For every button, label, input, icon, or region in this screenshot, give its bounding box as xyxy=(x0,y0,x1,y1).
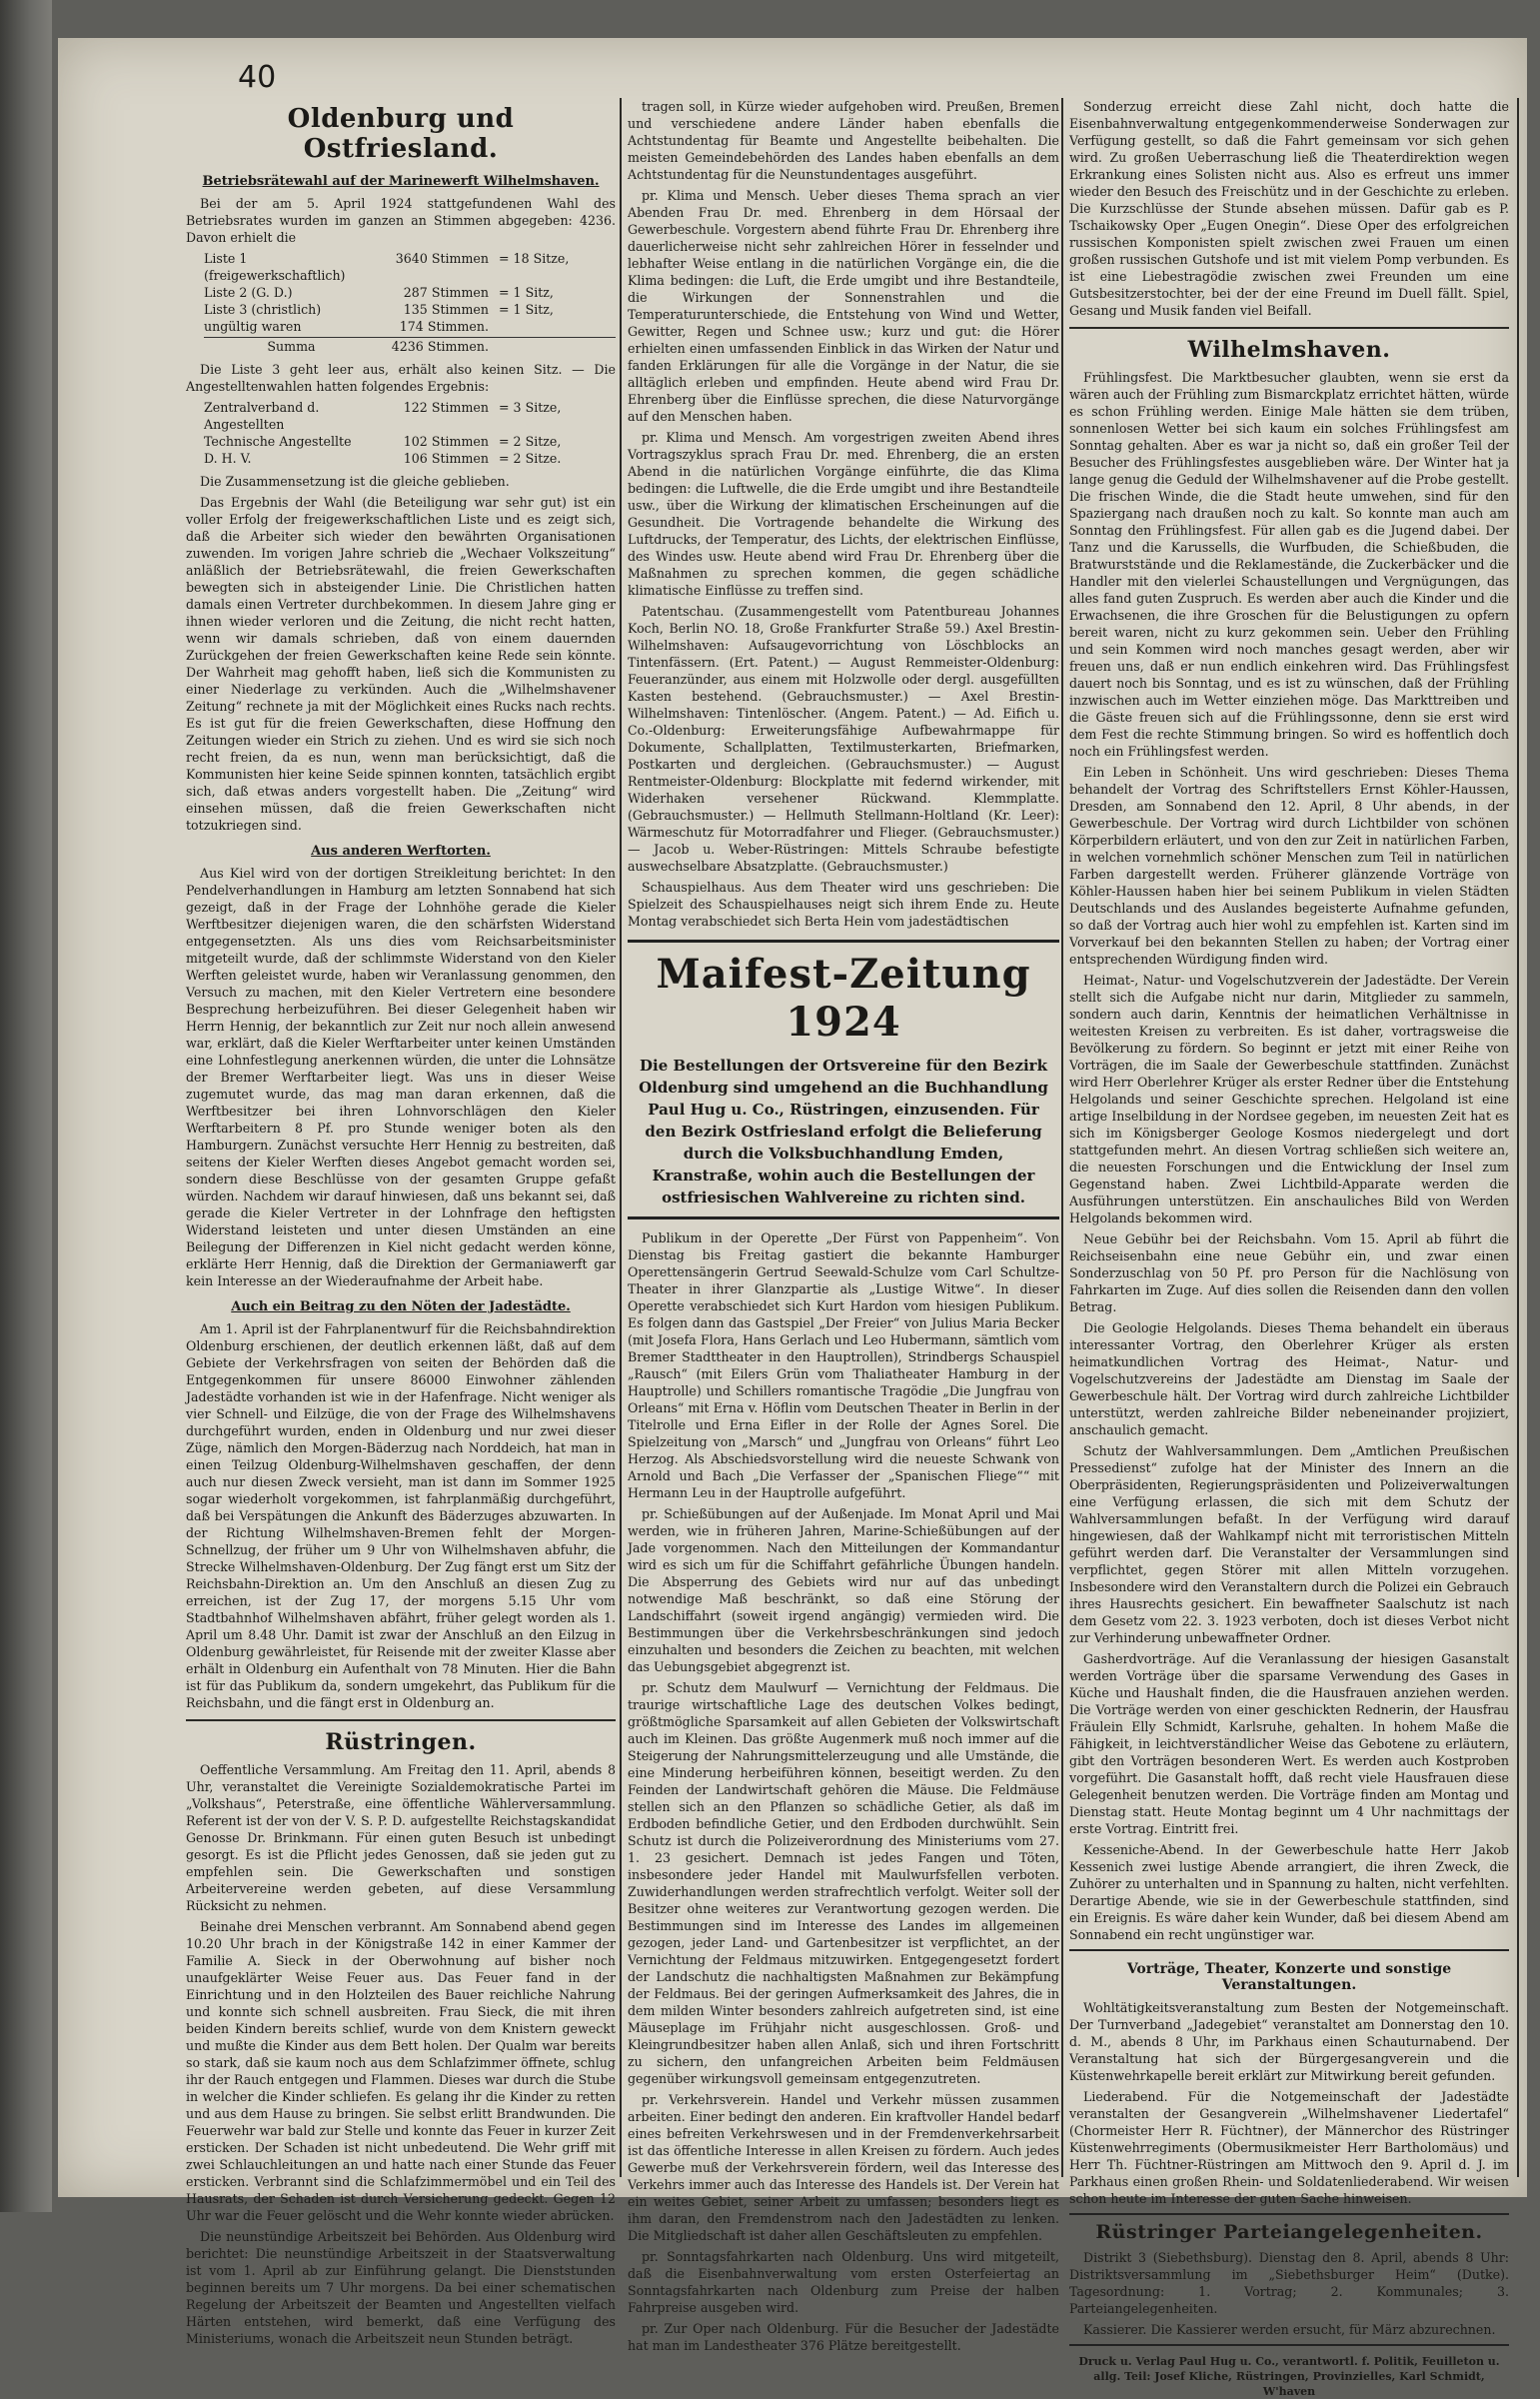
article-paragraph: pr. Sonntagsfahrkarten nach Oldenburg. Uns wird mitgeteilt, daß die Eisenbahnverwaltung vom ersten Osterfeiertag an Sonntagsfahrkarten nach Oldenburg zum Preise der halben Fahrpreise ausgeben wird. xyxy=(628,2249,1059,2315)
result-row: D. H. V. 106 Stimmen = 2 Sitze. xyxy=(204,451,562,466)
article-paragraph: Gasherdvorträge. Auf die Veranlassung der hiesigen Gasanstalt werden Vorträge über die sparsame Verwendung des Gases in Küche und Haushalt finden, die die Hausfrauen anziehen werden. Die Vorträge werden von einer geschickten Rednerin, der Hausfrau Fräulein Elly Schmidt, Karlsruhe, gehalten. In hohem Maße die Fähigkeit, in leichtverständlicher Weise das Gebotene zu erläutern, gibt den Vorträgen besonderen Wert. Es werden auch Kostproben vorgeführt. Die Gasanstalt hofft, daß recht viele Hausfrauen diese Gelegenheit benutzen werden. Die Vorträge finden am Montag und Dienstag statt. Heute Montag beginnt um 4 Uhr nachmittags der erste Vortrag. Eintritt frei. xyxy=(1069,1651,1509,1836)
column-1 xyxy=(186,98,616,2346)
divider xyxy=(1069,327,1509,329)
article-paragraph: pr. Klima und Mensch. Am vorgestrigen zweiten Abend ihres Vortragszyklus sprach Frau Dr. med. Ehrenberg, die an ersten Abend in die natürlichen Vorgänge einführte, die das Klima bedingen: die Luftwelle, die die Erde umgibt und ihre Bestandteile usw., über die Wirkung der klimatischen Erscheinungen auf die Gesundheit. Die Vortragende behandelte die Wirkung des Luftdrucks, der Temperatur, des Lichts, der elektrischen Einflüsse, des Windes usw. Heute abend wird Frau Dr. Ehrenberg über die Maßnahmen zu sprechen kommen, die gegen schädliche klimatische Einflüsse zu treffen sind. xyxy=(628,430,1059,598)
article-paragraph: tragen soll, in Kürze wieder aufgehoben wird. Preußen, Bremen und verschiedene andere Länder haben ebenfalls die Achtstundentag für Beamte und Angestellte beibehalten. Die meisten Gemeindebehörden des Landes haben ebenfalls an dem Achtstundentag für die Neunstundentages ausgeführt. xyxy=(628,99,1059,182)
article-paragraph: Die Geologie Helgolands. Dieses Thema behandelt ein überaus interessanter Vortrag, den Oberlehrer Krüger als ersten heimatkundlichen Vortrag des Heimat-, Natur- und Vogelschutzvereins der Jadestädte am Dienstag im Saale der Gewerbeschule hält. Der Vortrag wird durch zahlreiche Lichtbilder unterstützt, werden zahlreiche Bilder nebeneinander projiziert, anschaulich gemacht. xyxy=(1069,1320,1509,1437)
article-paragraph: Schutz der Wahlversammlungen. Dem „Amtlichen Preußischen Pressedienst“ zufolge hat der Minister des Innern an die Oberpräsidenten, Regierungspräsidenten und Polizeiverwaltungen eine Verfügung erlassen, die sich mit dem Schutz der Wahlversammlungen befaßt. In der Verfügung wird darauf hingewiesen, daß der Wahlkampf nicht mit terroristischen Mitteln geführt werden darf. Die Veranstalter der Versammlungen sind verpflichtet, gegen Störer mit allen Mitteln vorzugehen. Insbesondere wird den Veranstaltern durch die Polizei ein Gebrauch ihres Hausrechts gesichert. Ein bewaffneter Saalschutz ist nach dem Gesetz vom 22. 3. 1923 verboten, doch ist dieses Verbot nicht zur Verhinderung unbewaffneter Ordner. xyxy=(1069,1443,1509,1645)
article-paragraph: Oeffentliche Versammlung. Am Freitag den 11. April, abends 8 Uhr, veranstaltet die Vereinigte Sozialdemokratische Partei im „Volkshaus“, Peterstraße, eine öffentliche Wählerversammlung. Referent ist der von der V. S. P. D. aufgestellte Reichstagskandidat Genosse Dr. Brinkmann. Für einen guten Besuch ist unbedingt gesorgt. Es ist die Pflicht jedes Genossen, daß sie jeden gut zu empfehlen sein. Die Gewerkschaften und sonstigen Arbeitervereine werden gebeten, auf diese Versammlung Rücksicht zu nehmen. xyxy=(186,1762,616,1913)
result-row: Liste 2 (G. D.) 287 Stimmen = 1 Sitz, xyxy=(204,285,554,300)
article-paragraph: Kesseniche-Abend. In der Gewerbeschule hatte Herr Jakob Kessenich zwei lustige Abende arrangiert, die ihren Zweck, die Zuhörer zu unterhalten und in Spannung zu halten, nicht verfehlten. Derartige Abende, wie sie in der Gewerbeschule stattfinden, sind ein Ereignis. Es wäre daher kein Wunder, daß bei diesem Abend am Sonnabend ein recht ungünstiger war. xyxy=(1069,1842,1509,1942)
article-paragraph: pr. Klima und Mensch. Ueber dieses Thema sprach an vier Abenden Frau Dr. med. Ehrenberg in dem Hörsaal der Gewerbeschule. Vorgestern abend führte Frau Dr. Ehrenberg ihre dauerlicherweise nicht sehr zahlreichen Hörer in fesselnder und lebhafter Weise entlang in die natürlichen Vorgänge ein, die die Klima bedingen: die Luft, die Erde umgibt und ihre Bestandteile, die Wirkungen der Sonnenstrahlen und die Temperaturunterschiede, die Entstehung von Wind und Wetter, Gewitter, Regen und Schnee usw.; kurz und gut: die Hörer erhielten einen umfassenden Einblick in das Wirken der Natur und fanden Erklärungen für alle die Vorgänge in der Natur, die sie alltäglich erleben und empfinden. Heute abend wird Frau Dr. Ehrenberg über die Einflüsse sprechen, die diese Naturvorgänge auf den Menschen haben. xyxy=(628,188,1059,424)
result-row: ungültig waren 174 Stimmen. xyxy=(204,319,489,334)
article-paragraph: Patentschau. (Zusammengestellt vom Patentbureau Johannes Koch, Berlin NO. 18, Große Frankfurter Straße 59.) Axel Brestin-Wilhelmshaven: Aufsaugevorrichtung von Löschblocks an Tintenfässern. (Ert. Patent.) — August Remmeister-Oldenburg: Feueranzünder, aus einem mit Holzwolle oder dergl. ausgefüllten Kasten bestehend. (Gebrauchsmuster.) — Axel Brestin-Wilhelmshaven: Tintenlöscher. (Angem. Patent.) — Ad. Eifich u. Co.-Oldenburg: Erweiterungsfähige Aufbewahrmappe für Dokumente, Schallplatten, Textilmusterkarten, Briefmarken, Postkarten und dergleichen. (Gebrauchsmuster.) — August Rentmeister-Oldenburg: Blockplatte mit federnd wirkender, mit Widerhaken versehener Rückwand. Klemmplatte. (Gebrauchsmuster.) — Hellmuth Stellmann-Holtland (Kr. Leer): Wärmeschutz für Motorradfahrer und Flieger. (Gebrauchsmuster.) — Jacob u. Weber-Rüstringen: Mittels Schraube befestigte auswechselbare Absatzplatte. (Gebrauchsmuster.) xyxy=(628,604,1059,874)
article-paragraph: Die Liste 3 geht leer aus, erhält also keinen Sitz. — Die Angestelltenwahlen hatten folgendes Ergebnis: xyxy=(186,362,616,394)
subhead-jadestaedte: Auch ein Beitrag zu den Nöten der Jadestädte. xyxy=(231,1299,571,1314)
article-paragraph: Die neunstündige Arbeitszeit bei Behörden. Aus Oldenburg wird berichtet: Die neunstündige Arbeitszeit in der Staatsverwaltung ist vom 1. April ab zur Einführung gelangt. Die Dienststunden beginnen bereits um 7 Uhr morgens. Da bei einer schematischen Regelung der Arbeitszeit der Beamten und Angestellten vielfach Härten entstehen, wird bemerkt, daß eine Verfügung des Ministeriums, wonach die Arbeitszeit neun Stunden beträgt. xyxy=(186,2229,616,2346)
article-paragraph: Beinahe drei Menschen verbrannt. Am Sonnabend abend gegen 10.20 Uhr brach in der Königstraße 142 in einer Kammer der Familie A. Sieck in der Oberwohnung auf bisher noch unaufgeklärter Weise Feuer aus. Das Feuer fand in der Einrichtung und in den Holzteilen des Bauer reichliche Nahrung und konnte sich schnell ausbreiten. Frau Sieck, die mit ihren beiden Kindern bereits schlief, wurde von dem Knistern geweckt und mußte die Kinder aus dem Bett holen. Der Qualm war bereits so stark, daß sie kaum noch aus dem Schlafzimmer öffnete, schlug ihr der Rauch entgegen und Flammen. Dieses war durch die Stube in welcher die Kinder schliefen. Es gelang ihr die Kinder zu retten und aus dem Hause zu bringen. Sie selbst erlitt Brandwunden. Die Feuerwehr war bald zur Stelle und konnte das Feuer in kurzer Zeit ersticken. Der Schaden ist nicht unbedeutend. Die Wehr griff mit zwei Schlauchleitungen an und hatte nach einer Stunde das Feuer ersticken. Verbrannt sind die Schlafzimmermöbel und ein Teil des Hausrats, der Schaden ist durch Versicherung gedeckt. Gegen 12 Uhr war die Feuer gelöscht und die Wehr konnte wieder abrücken. xyxy=(186,1919,616,2223)
article-paragraph: pr. Schießübungen auf der Außenjade. Im Monat April und Mai werden, wie in früheren Jahren, Marine-Schießübungen auf der Jade vorgenommen. Nach den Mitteilungen der Kommandantur wird es sich um für die Schiffahrt gefährliche Übungen handeln. Die Absperrung des Gebiets wird nur auf das unbedingt notwendige Maß beschränkt, so daß eine Störung der Landschiffahrt (soweit irgend angängig) vermieden wird. Die Bestimmungen über die Verkehrsbeschränkungen sind jedoch einzuhalten und besonders die Zeichen zu beachten, mit welchen das Uebungsgebiet abgegrenzt ist. xyxy=(628,1506,1059,1674)
section-title-ruestringen: Rüstringen. xyxy=(325,1729,477,1755)
divider xyxy=(1069,2344,1509,2346)
page-number: 40 xyxy=(238,60,277,95)
column-3 xyxy=(1069,98,1509,2398)
maifest-text: Die Bestellungen der Ortsvereine für den Bezirk Oldenburg sind umgehend an die Buchhandlung Paul Hug u. Co., Rüstringen, einzusenden. Für den Bezirk Ostfriesland erfolgt die Belieferung durch die Volksbuchhandlung Emden, Kranstraße, wohin auch die Bestellungen der ostfriesischen Wahlvereine zu richten sind. xyxy=(639,1057,1048,1206)
subhead-betriebsratewahl: Betriebsrätewahl auf der Marinewerft Wilhelmshaven. xyxy=(202,174,600,189)
subhead-werftorten: Aus anderen Werftorten. xyxy=(311,844,491,859)
divider xyxy=(1069,2213,1509,2215)
result-row: Technische Angestellte 102 Stimmen = 2 Sitze, xyxy=(204,434,562,449)
article-paragraph: Liederabend. Für die Notgemeinschaft der Jadestädte veranstalten der Gesangverein „Wilhelmshavener Liedertafel“ (Chormeister Herr R. Füchtner), der Männerchor des Rüstringer Küstenwehrregiments (Obermusikmeister Herr Bartholomäus) und Herr Th. Füchtner-Rüstringen am Mittwoch den 9. April d. J. im Parkhaus einen großen Rhein- und Soldatenliederabend. Wir weisen schon heute im Interesse der guten Sache hinweisen. xyxy=(1069,2089,1509,2206)
article-paragraph: Am 1. April ist der Fahrplanentwurf für die Reichsbahndirektion Oldenburg erschienen, der deutlich erkennen läßt, daß auf dem Gebiete der Verkehrsfragen von seiten der Behörden daß die Entgegenkommen für unsere 86000 Einwohner zählenden Jadestädte vorhanden ist wie in der Hafenfrage. Nicht weniger als vier Schnell- und Eilzüge, die von der Frage des Wilhelmshavens durchgeführt wurden, enden in Oldenburg und nur zwei dieser Züge, nämlich den Morgen-Bäderzug nach Norddeich, hat man in einen Teilzug Oldenburg-Wilhelmshaven geschaffen, der denn auch nur diesen Zweck versieht, man ist dann im Sommer 1925 sogar wiederholt vorgekommen, ist fahrplanmäßig durchgeführt, daß bei Verspätungen die Ankunft des Bäderzuges abzuwarten. In der Richtung Wilhelmshaven-Bremen fehlt der Morgen-Schnellzug, der früher um 9 Uhr von Wilhelmshaven abfuhr, die Strecke Wilhelmshaven-Oldenburg. Der Zug fängt erst um Sitz der Reichsbahn-Direktion an. Um den Anschluß an diesen Zug zu erreichen, ist der Zug 17, der morgens 5.15 Uhr vom Stadtbahnhof Wilhelmshaven abfährt, früher gelegt worden als 1. April um 8.48 Uhr. Damit ist zwar der Anschluß an den Eilzug in Oldenburg gewährleistet, für Reisende mit der zweiter Klasse aber erhält in Oldenburg ein Aufenthalt von 78 Minuten. Hier die Bahn ist für das Publikum da, sondern umgekehrt, das Publikum für die Reichsbahn, und die fängt erst in Oldenburg an. xyxy=(186,1321,616,1710)
article-paragraph: Wohltätigkeitsveranstaltung zum Besten der Notgemeinschaft. Der Turnverband „Jadegebiet“ veranstaltet am Donnerstag den 10. d. M., abends 8 Uhr, im Parkhaus einen Schauturnabend. Der Veranstaltung hat sich der Bürgergesangverein und die Küstenwehrkapelle bereit erklärt zur Mitwirkung bereit gefunden. xyxy=(1069,2000,1509,2083)
result-row: Liste 1 (freigewerkschaftlich) 3640 Stimmen = 18 Sitze, xyxy=(204,251,570,283)
maifest-advertisement xyxy=(628,940,1059,1219)
section-title-wilhelmshaven: Wilhelmshaven. xyxy=(1187,337,1391,363)
result-sum-row: Summa 4236 Stimmen. xyxy=(204,337,616,355)
employee-results-table xyxy=(204,399,616,467)
column-divider xyxy=(620,98,622,2177)
imprint: Druck u. Verlag Paul Hug u. Co., verantwortl. f. Politik, Feuilleton u. allg. Teil: Josef Kliche, Rüstringen, Provinzielles, Karl Schmidt, W'haven xyxy=(1078,2355,1500,2398)
column-divider xyxy=(1517,98,1519,2177)
article-paragraph: Sonderzug erreicht diese Zahl nicht, doch hatte die Eisenbahnverwaltung entgegenkommenderweise Sonderwagen zur Verfügung gestellt, so daß die Fahrt gemeinsam vor sich gehen wird. Zu großen Ueberraschung ließ die Theaterdirektion wegen Erkrankung eines Solisten nicht aus. Also es erfreut uns immer wieder den Besuch des Freischütz und in der Geschichte zu erleben. Die Kurzschlüsse der Stunde absehen müssen. Dafür gab es P. Tschaikowsky Oper „Eugen Onegin“. Diese Oper des erfolgreichen russischen Komponisten spielt zwischen zwei Frauen um einen großen russischen Gutshofe und ist mit vielem Pomp verbunden. Es ist eine Liebestragödie zwischen zwei Freunden um eine Gutsbesitzerstochter, bei der der eine Freund im Duell fällt. Spiel, Gesang und Musik fanden viel Beifall. xyxy=(1069,99,1509,318)
article-paragraph: Frühlingsfest. Die Marktbesucher glaubten, wenn sie erst da wären auch der Frühling zum Bismarckplatz errichtet hätten, würde es schon Frühling werden. Einige Male hätten sie dem trüben, sonnenlosen Wetter bei sich kaum ein solches Frühlingsfest am Sonntag gehalten. Aber es war ja nicht so, daß ein großer Teil der Besucher des Frühlingsfestes ausgeblieben wäre. Der Winter hat ja lange genug die Geduld der Wilhelmshavener auf die Probe gestellt. Die frischen Winde, die die Stadt heute umwehen, sind für den Spaziergang nach draußen noch zu kalt. So konnte man auch am Sonntag den Frühlingsfest. Für allen gab es die Jugend dabei. Der Tanz und die Karussells, die Wurfbuden, die Schießbuden, die Bratwurststände und die Reklamestände, die Zuckerbäcker und die Handler mit den vielerlei Schaustellungen und Vergnügungen, das alles fand guten Zuspruch. Es werden aber auch die Kinder und die Erwachsenen, die ihre Groschen für die Belustigungen zu opfern bereit waren, nicht zu kurz gekommen sein. Ueber den Frühling und sein Kommen wird noch manches gesagt werden, aber wir freuen uns, daß er nun endlich einkehren wird. Das Frühlingsfest dauert noch bis Sonntag, und es ist zu wünschen, daß der Frühling inzwischen auch im Wetter einziehen möge. Das Markttreiben und die Gäste freuen sich auf die Frühlingssonne, denn sie erst wird dem Fest die rechte Stimmung bringen. So wird es hoffentlich doch noch ein Frühlingsfest werden. xyxy=(1069,370,1509,759)
section-title-veranstaltungen: Vorträge, Theater, Konzerte und sonstige Veranstaltungen. xyxy=(1126,1961,1452,1993)
section-title-parteiangelegenheiten: Rüstringer Parteiangelegenheiten. xyxy=(1095,2221,1483,2243)
election-results-table xyxy=(204,250,616,355)
article-paragraph: pr. Zur Oper nach Oldenburg. Für die Besucher der Jadestädte hat man im Landestheater 376 Plätze bereitgestellt. xyxy=(628,2321,1059,2353)
article-paragraph: Bei der am 5. April 1924 stattgefundenen Wahl des Betriebsrates wurden im ganzen an Stimmen abgegeben: 4236. Davon erhielt die xyxy=(186,196,616,245)
article-paragraph: pr. Schutz dem Maulwurf — Vernichtung der Feldmaus. Die traurige wirtschaftliche Lage des deutschen Volkes bedingt, größtmögliche Sparsamkeit auf allen Gebieten der Volkswirtschaft auch im Kleinen. Das größte Augenmerk muß noch immer auf die Steigerung der Nahrungsmittelerzeugung und alle Umstände, die eine Minderung herbeiführen können, beseitigt werden. Zu den Feinden der Landwirtschaft gehören die Mäuse. Die Feldmäuse stellen sich an den Pflanzen so schädliche Getier, als daß im Erdboden befindliche Getier, und den Erdboden durchwühlt. Sein Schutz ist durch die Polizeiverordnung des Ministeriums vom 27. 1. 23 gesichert. Demnach ist jedes Fangen und Töten, insbesondere jeder Handel mit Maulwurfsfellen verboten. Zuwiderhandlungen werden strafrechtlich verfolgt. Weiter soll der Besitzer ohne weiteres zur Verantwortung gezogen werden. Die Bestimmungen sind im Interesse des Landes im allgemeinen gezogen, jeder Land- und Gartenbesitzer ist verpflichtet, an der Vernichtung der Feldmaus mitzuwirken. Entgegengesetzt fordert der Landschutz die nachhaltigsten Maßnahmen zur Bekämpfung der Feldmaus. Bei der geringen Aufmerksamkeit des Jahres, die in dem milden Winter besonders zahlreich aufgetreten sind, ist eine Mäuseplage im Frühjahr nicht ausgeschlossen. Groß- und Kleingrundbesitzer haben allen Anlaß, sich und ihren Fortschritt zu sichern, den unfangreichen Arbeiten beim Feldmäusen gegenüber wirkungsvoll gemeinsam entgegenzutreten. xyxy=(628,1680,1059,2086)
article-paragraph: Heimat-, Natur- und Vogelschutzverein der Jadestädte. Der Verein stellt sich die Aufgabe nicht nur darin, Mitglieder zu sammeln, sondern auch darin, Kenntnis der heimatlichen Verhältnisse in weitesten Kreisen zu verbreiten. Es ist daher, vortragsweise die Bevölkerung zu fördern. So beginnt er jetzt mit einer Reihe von Vorträgen, die im Saale der Gewerbeschule stattfinden. Zunächst wird Herr Oberlehrer Krüger als erster Redner über die Entstehung Helgolands und seiner Geschichte sprechen. Helgoland ist eine artige Inselbildung in der Nordsee gegeben, im neuesten Zeit hat es sich im Königsberger Geologe Kosmos niedergelegt und dort stattgefunden mehrt. An diesen Vortrag schließen sich weitere an, die neuesten Forschungen und die Entwicklung der Insel zum Gegenstand haben. Zwei Lichtbild-Apparate werden die Ausführungen unterstützen. Ein anschauliches Bild von Werden Helgolands bekommen wird. xyxy=(1069,973,1509,1225)
article-paragraph: Die Zusammensetzung ist die gleiche geblieben. xyxy=(200,474,510,489)
article-paragraph: Ein Leben in Schönheit. Uns wird geschrieben: Dieses Thema behandelt der Vortrag des Schriftstellers Ernst Köhler-Haussen, Dresden, am Sonnabend den 12. April, 8 Uhr abends, in der Gewerbeschule. Der Vortrag wird durch Lichtbilder von schönen Körperbildern erläutert, und von den zur Zeit in natürlichen Farben, in welchen vornehmlich schöner Menschen zum Teil in natürlichen Farben dargestellt werden. Früherer glänzende Vorträge von Köhler-Haussen haben hier bei seinem Publikum in vielen Städten Deutschlands und des Auslandes begeisterte Aufnahme gefunden, so daß der Vortrag auch hier wohl zu empfehlen ist. Karten sind im Vorverkauf bei den bekannten Stellen zu haben; der Vortrag einer entsprechenden Würdigung finden wird. xyxy=(1069,765,1509,967)
result-row: Zentralverband d. Angestellten 122 Stimmen = 3 Sitze, xyxy=(204,400,562,432)
article-paragraph: Distrikt 3 (Siebethsburg). Dienstag den 8. April, abends 8 Uhr: Distriktsversammlung im „Siebethsburger Heim“ (Dutke). Tagesordnung: 1. Vortrag; 2. Kommunales; 3. Parteiangelegenheiten. xyxy=(1069,2250,1509,2316)
article-paragraph: Publikum in der Operette „Der Fürst von Pappenheim“. Von Dienstag bis Freitag gastiert die bekannte Hamburger Operettensängerin Gertrud Seewald-Schulze vom Carl Schultze-Theater in ihrer Glanzpartie als „Lustige Witwe“. In dieser Operette verabschiedet sich Kurt Hardon vom hiesigen Publikum. Es folgen dann das Gastspiel „Der Freier“ von Julius Maria Becker (mit Josefa Flora, Hans Gerlach und Leo Hubermann, sämtlich vom Bremer Stadttheater in den Hauptrollen), Strindbergs Schauspiel „Rausch“ (mit Eilers Grün vom Thaliatheater Hamburg in der Hauptrolle) und Schillers romantische Tragödie „Die Jungfrau von Orleans“ mit Erna v. Höflin vom Deutschen Theater in Berlin in der Titelrolle und Erna Eifler in der Rolle der Agnes Sorel. Die Spielzeitung von „Marsch“ und „Jungfrau von Orleans“ führt Leo Herzog. Als Abschiedsvorstellung wird die neueste Schwank von Arnold und Bach „Die Verfasser der „Spanischen Fliege““ mit Hermann Leu in der Hauptrolle aufgeführt. xyxy=(628,1230,1059,1500)
section-title-oldenburg: Oldenburg und Ostfriesland. xyxy=(287,104,515,164)
article-paragraph: Aus Kiel wird von der dortigen Streikleitung berichtet: In den Pendelverhandlungen in Hamburg am letzten Sonnabend hat sich gezeigt, daß in der Frage der Lohnhöhe gerade die Kieler Werftbesitzer diejenigen waren, die den schärfsten Widerstand entgegensetzten. Als uns dies vom Reichsarbeitsminister mitgeteilt wurde, daß der schlimmste Widerstand von den Kieler Werften geleistet wurde, haben wir Veranlassung genommen, den Versuch zu machen, mit den Kieler Vertretern eine besondere Besprechung herbeizuführen. Bei dieser Gelegenheit haben wir Herrn Hennig, der bekanntlich zur Zeit nur noch allein anwesend war, erklärt, daß die Kieler Werftarbeiter unter keinen Umständen eine Lohnfestlegung anerkennen würden, die unter die Lohnsätze der Bremer Werftarbeiter liegt. Was uns in dieser Weise zugemutet wurde, das mag man daran erkennen, daß die Werftbesitzer bei ihren Lohnvorschlägen den Kieler Werftarbeitern 8 Pf. pro Stunde weniger boten als den Hamburgern. Zunächst versuchte Herr Hennig zu bestreiten, daß seitens der Kieler Werften dieses Angebot gemacht worden sei, sondern diese Beschlüsse von der gesamten Gruppe gefaßt würden. Nachdem wir darauf hinwiesen, daß uns bekannt sei, daß gerade die Kieler Vertreter in der Lohnfrage den heftigsten Widerstand leisteten und unter diesen Umständen an eine Beilegung der Differenzen in Kiel nicht gedacht werden könne, erklärte Herr Hennig, daß die Direktion der Germaniawerft gar kein Interesse an der Wiederaufnahme der Arbeit habe. xyxy=(186,866,616,1288)
article-paragraph: Kassierer. Die Kassierer werden ersucht, für März abzurechnen. xyxy=(1083,2322,1496,2337)
maifest-title: Maifest-Zeitung 1924 xyxy=(656,951,1031,1046)
article-paragraph: Das Ergebnis der Wahl (die Beteiligung war sehr gut) ist ein voller Erfolg der freigewerkschaftlichen Liste und es zeigt sich, daß die Arbeiter sich wieder den bewährten Organisationen zuwenden. Im vorigen Jahre schrieb die „Wechaer Volkszeitung“ anläßlich der Betriebsrätewahl, die freien Gewerkschaften bewegten sich in absteigender Linie. Die Christlichen hatten damals einen Vertreter durchbekommen. In diesem Jahre ging er ihnen wieder verloren und die Zeitung, die nicht recht hatten, wenn wir damals schrieben, daß von einem dauernden Zurückgehen der freien Gewerkschaften keine Rede sein könnte. Der Wahrheit mag gehofft haben, ließ sich die Kommunisten zu einer Niederlage zu verkünden. Auch die „Wilhelmshavener Zeitung“ rechnete ja mit der Möglichkeit eines Rucks nach rechts. Es ist gut für die freien Gewerkschaften, diese Hoffnung den Zeitungen wieder ein Strich zu ziehen. Und es wird sie sich noch recht freien, da es nun, wenn man berücksichtigt, daß die Kommunisten hier keine Seide spinnen konnten, tatsächlich ergibt sich, daß etwas anders vorgestellt haben. Die „Zeitung“ wird einsehen müssen, daß die freien Gewerkschaften nicht totzukriegen sind. xyxy=(186,495,616,833)
article-paragraph: Neue Gebühr bei der Reichsbahn. Vom 15. April ab führt die Reichseisenbahn eine neue Gebühr ein, und zwar einen Sonderzuschlag von 50 Pf. pro Person für die Nachlösung von Fahrkarten im Zuge. Auf dies sollen die Reisenden dann den vollen Betrag. xyxy=(1069,1231,1509,1314)
article-paragraph: Schauspielhaus. Aus dem Theater wird uns geschrieben: Die Spielzeit des Schauspielhauses neigt sich ihrem Ende zu. Heute Montag verabschiedet sich Berta Hein vom jadestädtischen xyxy=(628,880,1059,929)
divider xyxy=(186,1719,616,1721)
divider xyxy=(1069,1949,1509,1951)
result-row: Liste 3 (christlich) 135 Stimmen = 1 Sitz, xyxy=(204,302,554,317)
newspaper-page xyxy=(58,38,1527,2398)
column-2 xyxy=(628,98,1059,2353)
book-binding xyxy=(0,0,52,2212)
column-divider xyxy=(1061,98,1063,2177)
article-paragraph: pr. Verkehrsverein. Handel und Verkehr müssen zusammen arbeiten. Einer bedingt den anderen. Ein kraftvoller Handel bedarf eines befreiten Verkehrswesen und in der Fremdenverkehrsarbeit ist das öffentliche Interesse in allen Kreisen zu fördern. Auch jedes Gewerbe muß der Verkehrsverein fördern, weil das Interesse des Verkehrs immer auch das Interesse des Handels ist. Der Verein hat ein weites Gebiet, seiner Arbeit zu umfassen; besonders liegt es ihm daran, den Fremdenstrom nach den Jadestädten zu lenken. Die Mitgliedschaft ist daher allen Geschäftsleuten zu empfehlen. xyxy=(628,2092,1059,2243)
